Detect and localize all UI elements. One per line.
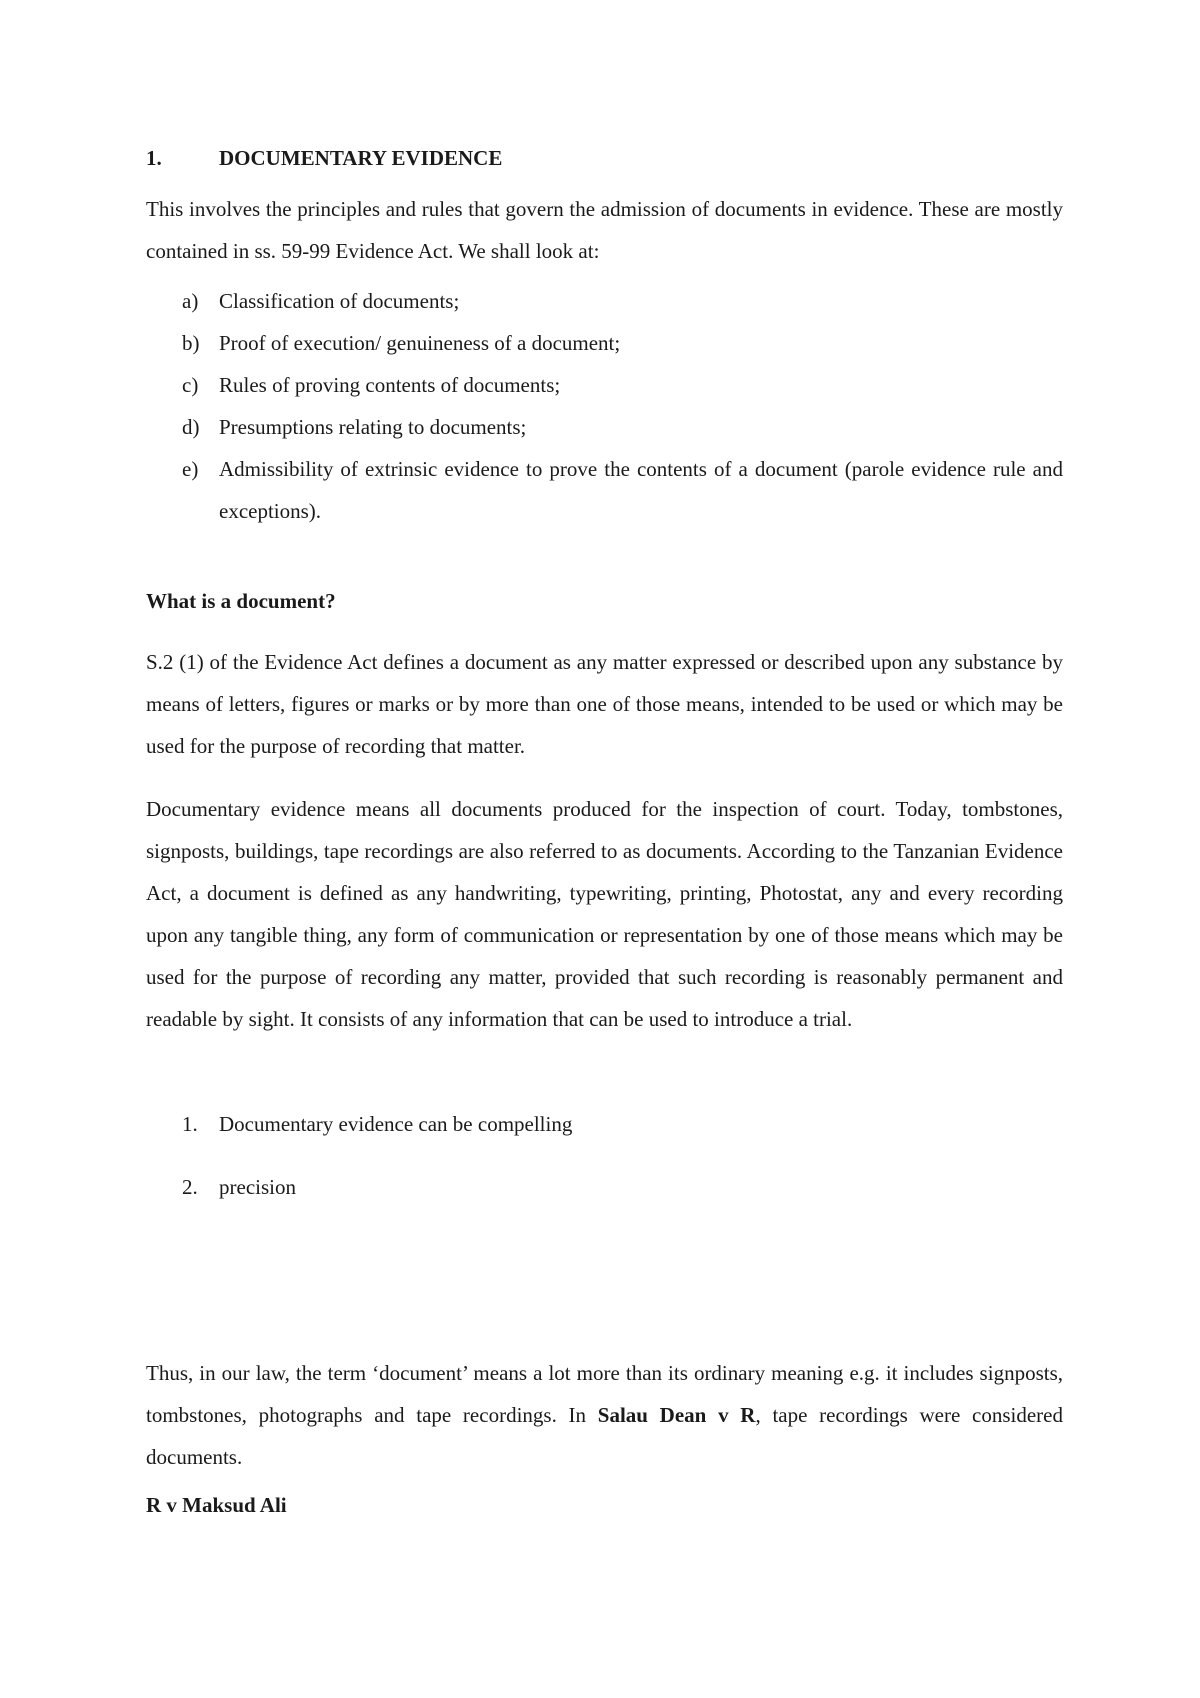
topic-marker: e) <box>182 457 199 481</box>
topic-marker: b) <box>182 331 200 355</box>
intro-paragraph: This involves the principles and rules that govern the admission of documents in evidence. These are mostly contained in ss. 59-99 Evidence Act. We shall look at: <box>146 197 1063 263</box>
topic-text: Classification of documents; <box>219 289 460 313</box>
topic-list-item <box>146 448 1063 532</box>
thus-text-before: Thus, in our law, the term ‘document’ means a lot more than its ordinary meaning e.g. it includes signposts, tombstones, photographs and tape recordings. In <box>146 1361 1063 1427</box>
topic-list-item <box>146 280 1063 322</box>
point-marker: 1. <box>182 1112 198 1136</box>
thus-text-after: , tape recordings were considered documents. <box>146 1403 1063 1469</box>
section-heading <box>146 146 502 171</box>
topic-list-item <box>146 322 1063 364</box>
section-title: DOCUMENTARY EVIDENCE <box>219 146 503 170</box>
topic-list-item <box>146 406 1063 448</box>
point-text: precision <box>219 1175 296 1199</box>
what-is-heading: What is a document? <box>146 589 336 613</box>
topic-text: Presumptions relating to documents; <box>219 415 527 439</box>
point-list-item <box>146 1166 1063 1208</box>
definition-paragraph: S.2 (1) of the Evidence Act defines a document as any matter expressed or described upon any substance by means of letters, figures or marks or by more than one of those means, intended to be used or which may be used for the purpose of recording that matter. <box>146 650 1063 758</box>
point-marker: 2. <box>182 1175 198 1199</box>
topic-text: Admissibility of extrinsic evidence to prove the contents of a document (parole evidence rule and exceptions). <box>219 457 1063 523</box>
topic-marker: c) <box>182 373 199 397</box>
topic-marker: d) <box>182 415 200 439</box>
topic-text: Rules of proving contents of documents; <box>219 373 561 397</box>
case-citation: Salau Dean v R <box>597 1403 756 1427</box>
point-text: Documentary evidence can be compelling <box>219 1112 573 1136</box>
section-number: 1. <box>146 146 162 170</box>
topic-marker: a) <box>182 289 199 313</box>
topic-text: Proof of execution/ genuineness of a document; <box>219 331 621 355</box>
documentary-evidence-paragraph: Documentary evidence means all documents produced for the inspection of court. Today, tombstones, signposts, buildings, tape recordings are also referred to as documents. According to the Tanzanian Evidence Act, a document is defined as any handwriting, typewriting, printing, Photostat, any and every recording upon any tangible thing, any form of communication or representation by one of those means which may be used for the purpose of recording any matter, provided that such recording is reasonably permanent and readable by sight. It consists of any information that can be used to introduce a trial. <box>146 797 1063 1031</box>
case-heading: R v Maksud Ali <box>146 1493 287 1517</box>
point-list-item <box>146 1103 1063 1145</box>
thus-paragraph <box>146 1352 1063 1478</box>
topic-list-item <box>146 364 1063 406</box>
